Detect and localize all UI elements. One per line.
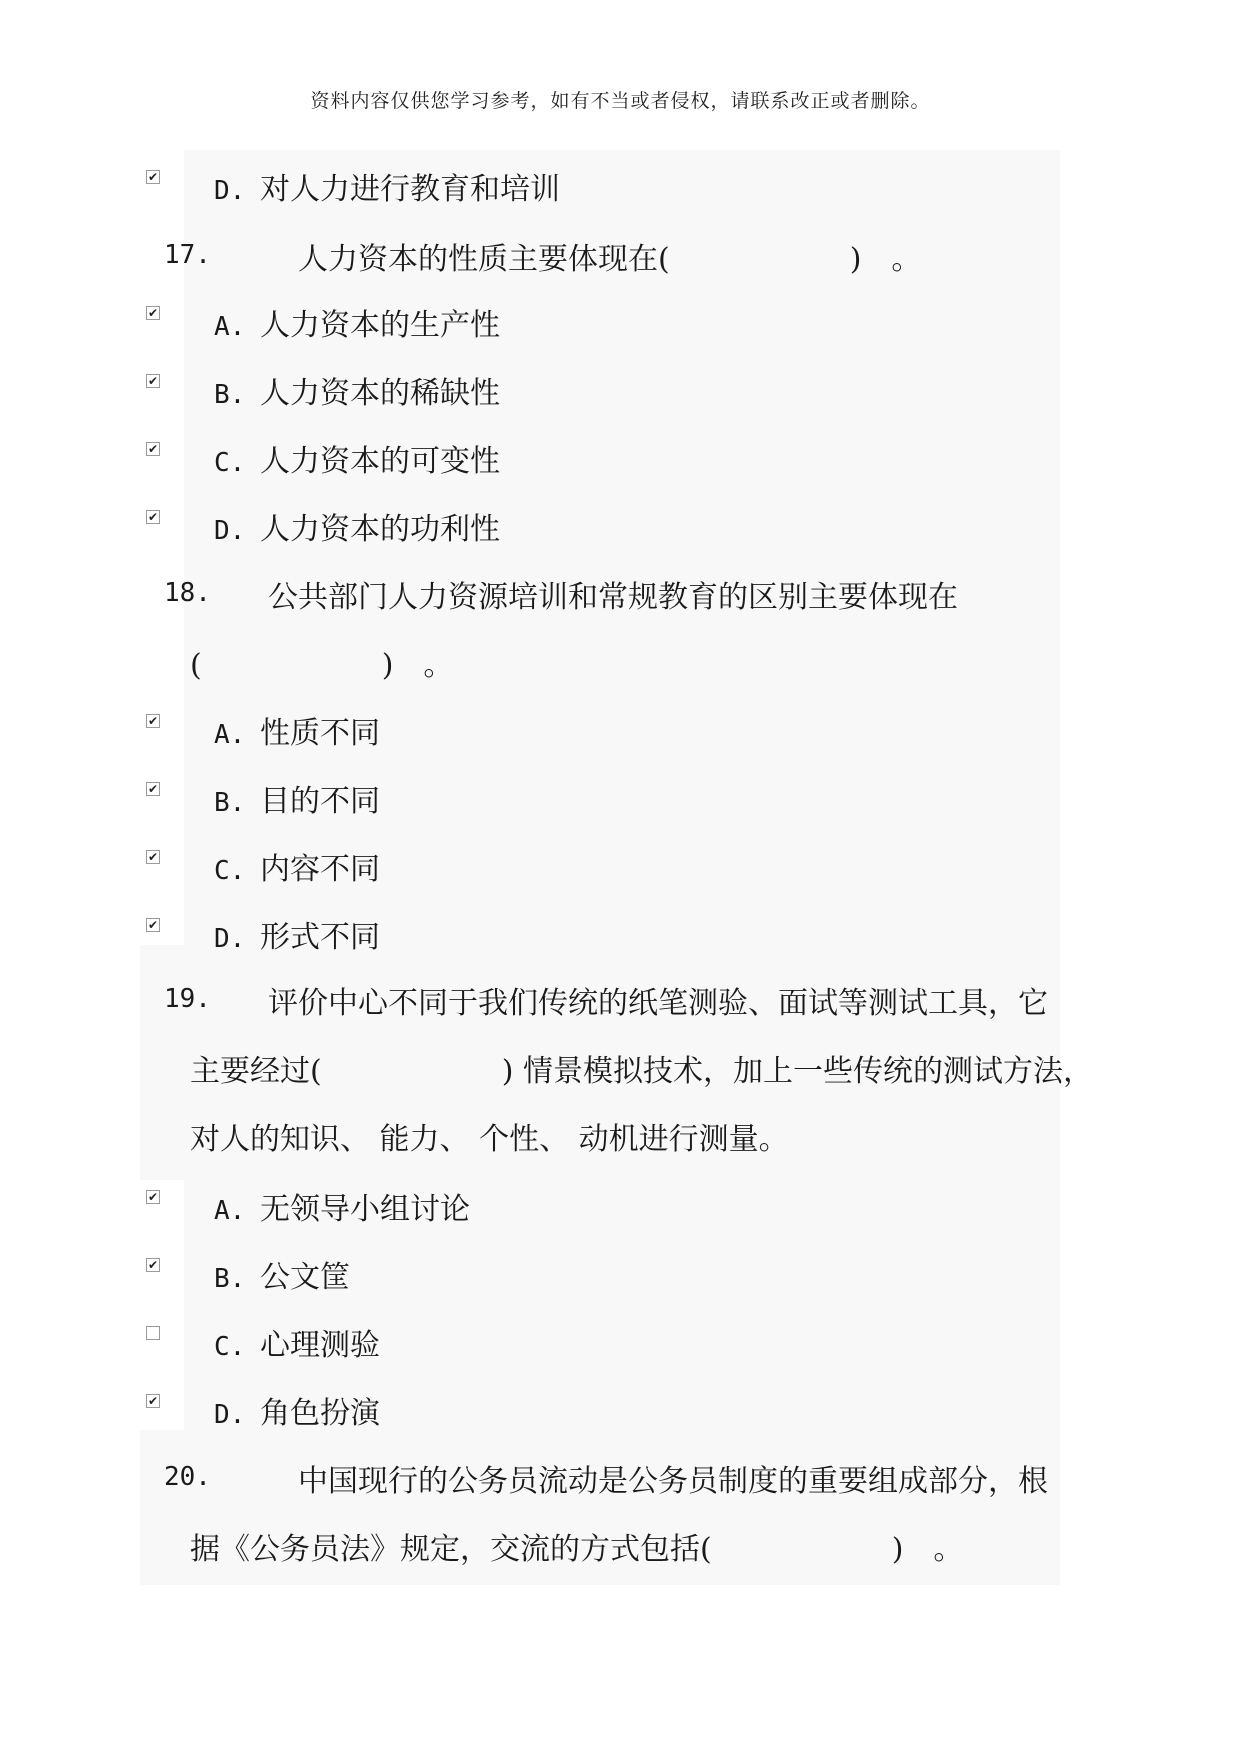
option-text: 公文筐 bbox=[260, 1260, 350, 1295]
option-row[interactable] bbox=[0, 422, 1241, 490]
checkbox-unchecked-icon[interactable] bbox=[146, 1326, 160, 1340]
option-row[interactable] bbox=[0, 286, 1241, 354]
option-letter: B. bbox=[214, 1264, 246, 1294]
option-text: 心理测验 bbox=[260, 1328, 380, 1363]
question-text: ( ) 。 bbox=[190, 648, 454, 683]
option-text: 人力资本的稀缺性 bbox=[260, 376, 500, 411]
option-letter: A. bbox=[214, 312, 246, 342]
question-text: 评价中心不同于我们传统的纸笔测验、面试等测试工具，它 bbox=[268, 986, 1048, 1021]
option-letter: A. bbox=[214, 720, 246, 750]
option-row[interactable] bbox=[0, 150, 1241, 218]
checkbox-checked-icon[interactable]: ✔ bbox=[147, 918, 159, 932]
checkbox-checked-icon[interactable]: ✔ bbox=[147, 306, 159, 320]
option-row[interactable] bbox=[0, 1170, 1241, 1238]
checkbox-checked-icon[interactable]: ✔ bbox=[147, 1394, 159, 1408]
option-text: 无领导小组讨论 bbox=[260, 1192, 470, 1227]
option-text: 人力资本的生产性 bbox=[260, 308, 500, 343]
option-text: 角色扮演 bbox=[260, 1396, 380, 1431]
option-row[interactable] bbox=[0, 694, 1241, 762]
option-text: 性质不同 bbox=[260, 716, 380, 751]
option-row[interactable] bbox=[0, 490, 1241, 558]
checkbox-checked-icon[interactable]: ✔ bbox=[147, 850, 159, 864]
option-letter: D. bbox=[214, 516, 246, 546]
option-letter: D. bbox=[214, 176, 246, 206]
question-number: 19. bbox=[164, 984, 211, 1014]
option-text: 人力资本的功利性 bbox=[260, 512, 500, 547]
checkbox-checked-icon[interactable]: ✔ bbox=[147, 782, 159, 796]
option-text: 形式不同 bbox=[260, 920, 380, 955]
option-row[interactable] bbox=[0, 1238, 1241, 1306]
option-text: 对人力进行教育和培训 bbox=[260, 172, 560, 207]
option-row[interactable] bbox=[0, 898, 1241, 966]
checkbox-checked-icon[interactable]: ✔ bbox=[147, 170, 159, 184]
page-header: 资料内容仅供您学习参考，如有不当或者侵权，请联系改正或者删除。 bbox=[310, 90, 931, 112]
checkbox-checked-icon[interactable]: ✔ bbox=[147, 442, 159, 456]
option-text: 人力资本的可变性 bbox=[260, 444, 500, 479]
question-text: 人力资本的性质主要体现在( ) 。 bbox=[298, 242, 922, 277]
question-number: 17. bbox=[164, 240, 211, 270]
option-letter: A. bbox=[214, 1196, 246, 1226]
option-row[interactable] bbox=[0, 762, 1241, 830]
question-text: 中国现行的公务员流动是公务员制度的重要组成部分，根 bbox=[298, 1464, 1048, 1499]
checkbox-checked-icon[interactable]: ✔ bbox=[147, 1258, 159, 1272]
checkbox-checked-icon[interactable]: ✔ bbox=[147, 374, 159, 388]
option-row[interactable] bbox=[0, 1374, 1241, 1442]
option-letter: B. bbox=[214, 788, 246, 818]
option-letter: C. bbox=[214, 1332, 246, 1362]
option-row[interactable] bbox=[0, 354, 1241, 422]
option-letter: D. bbox=[214, 924, 246, 954]
option-letter: C. bbox=[214, 856, 246, 886]
question-number: 18. bbox=[164, 578, 211, 608]
option-row[interactable] bbox=[0, 1306, 1241, 1374]
question-number: 20. bbox=[164, 1462, 211, 1492]
option-letter: B. bbox=[214, 380, 246, 410]
option-row[interactable] bbox=[0, 830, 1241, 898]
option-letter: D. bbox=[214, 1400, 246, 1430]
option-text: 目的不同 bbox=[260, 784, 380, 819]
question-text: 公共部门人力资源培训和常规教育的区别主要体现在 bbox=[268, 580, 958, 615]
checkbox-checked-icon[interactable]: ✔ bbox=[147, 714, 159, 728]
checkbox-checked-icon[interactable]: ✔ bbox=[147, 1190, 159, 1204]
question-text: 主要经过( ) 情景模拟技术，加上一些传统的测试方法， bbox=[190, 1054, 1093, 1089]
option-text: 内容不同 bbox=[260, 852, 380, 887]
question-text: 据《公务员法》规定，交流的方式包括( ) 。 bbox=[190, 1532, 964, 1567]
option-letter: C. bbox=[214, 448, 246, 478]
checkbox-checked-icon[interactable]: ✔ bbox=[147, 510, 159, 524]
question-text: 对人的知识、 能力、 个性、 动机进行测量。 bbox=[190, 1122, 789, 1157]
